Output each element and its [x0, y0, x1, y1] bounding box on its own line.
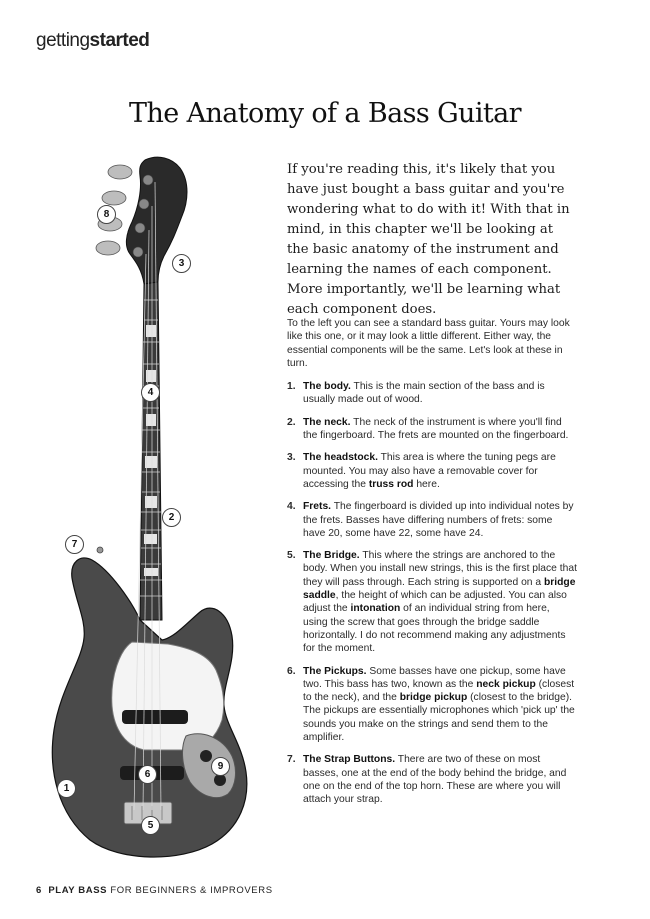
list-item-number: 4. [287, 501, 296, 513]
list-item [287, 753, 577, 806]
component-list [287, 380, 577, 806]
list-item-number: 5. [287, 550, 296, 562]
list-item-emphasis: The Strap Buttons. [303, 754, 396, 766]
list-item-emphasis: intonation [350, 603, 401, 615]
callout-3: 3 [172, 254, 191, 273]
callout-6: 6 [138, 765, 157, 784]
page-title: The Anatomy of a Bass Guitar [129, 98, 521, 129]
section-header-light: getting [36, 30, 90, 51]
list-item-text: The neck of the instrument is where you'll find the fingerboard. The frets are mounted on the fingerboard. [303, 416, 569, 442]
list-item-number: 1. [287, 381, 296, 393]
body-text [287, 317, 577, 816]
list-item [287, 665, 577, 745]
list-item-emphasis: bridge pickup [399, 692, 468, 704]
intro-paragraph: If you're reading this, it's likely that you have just bought a bass guitar and you're wondering what to do with it! With that in mind, in this chapter we'll be looking at the basic anatomy of the instrument and learning the names of each component. More importantly, we'll be learning what each component does. [287, 162, 570, 317]
list-item-text: This is the main section of the bass and is usually made out of wood. [303, 381, 545, 406]
list-item-emphasis: The Bridge. [303, 550, 360, 562]
footer-subtitle: FOR BEGINNERS & IMPROVERS [110, 885, 273, 896]
list-item-emphasis: Frets. [303, 501, 332, 513]
lead-paragraph: To the left you can see a standard bass guitar. Yours may look like this one, or it may look a little different. Either way, the essential components will be the same. Let's look at these in turn. [287, 318, 570, 369]
list-item-text: This area is where the tuning pegs are mounted. You may also have a removable cover for accessing the [303, 452, 556, 490]
list-item [287, 451, 577, 491]
list-item-text: (closest to the neck), and the [303, 678, 575, 704]
list-item-text: of an individual string from here, using the screw that goes through the bridge saddle horizontally. I do not recommend making any adjustments for the moment. [303, 603, 566, 655]
list-item-text: Some basses have one pickup, some have two. This bass has two, known as the [303, 665, 566, 690]
list-item [287, 500, 577, 540]
list-item-emphasis: bridge saddle [303, 576, 576, 602]
list-item-number: 7. [287, 754, 296, 766]
pickguard [112, 642, 224, 750]
list-item-text: , the height of which can be adjusted. You can also adjust the [303, 590, 567, 615]
page-footer [36, 885, 273, 896]
list-item [287, 416, 577, 443]
callout-4: 4 [141, 383, 160, 402]
list-item-emphasis: The Pickups. [303, 665, 367, 677]
page-number: 6 [36, 885, 42, 896]
list-item-emphasis: The headstock. [303, 452, 378, 464]
list-item-number: 6. [287, 665, 296, 677]
list-item-text: This where the strings are anchored to the body. When you install new strings, this is the first place that they will pass through. Each string is supported on a [303, 550, 577, 588]
callout-7: 7 [65, 535, 84, 554]
list-item-text: (closest to the bridge). The pickups are essentially microphones which 'pick up' the sounds you make on the strings and send them to the amplifier. [303, 692, 575, 744]
list-item-emphasis: The body. [303, 381, 351, 393]
callout-5: 5 [141, 816, 160, 835]
list-item [287, 549, 577, 655]
list-item [287, 380, 577, 407]
list-item-text: There are two of these on most basses, one at the end of the body behind the bridge, and one on the end of the top horn. These are where you will attach your strap. [303, 754, 567, 806]
callout-1: 1 [57, 779, 76, 798]
list-item-text: here. [413, 478, 440, 490]
neck-pickup [122, 710, 188, 724]
footer-brand: PLAY BASS [48, 885, 108, 896]
callout-8: 8 [97, 205, 116, 224]
list-item-emphasis: The neck. [303, 416, 351, 428]
callout-2: 2 [162, 508, 181, 527]
list-item-emphasis: truss rod [368, 478, 414, 490]
strap-button-icon [97, 547, 103, 553]
list-item-number: 3. [287, 452, 296, 464]
list-item-emphasis: neck pickup [476, 678, 536, 690]
section-header-bold: started [89, 30, 150, 51]
section-header [36, 30, 149, 52]
list-item-number: 2. [287, 416, 296, 428]
list-item-text: The fingerboard is divided up into individual notes by the frets. Basses have differing numbers of frets: some have 20, some have 22, some have 24. [303, 501, 574, 539]
callout-9: 9 [211, 757, 230, 776]
